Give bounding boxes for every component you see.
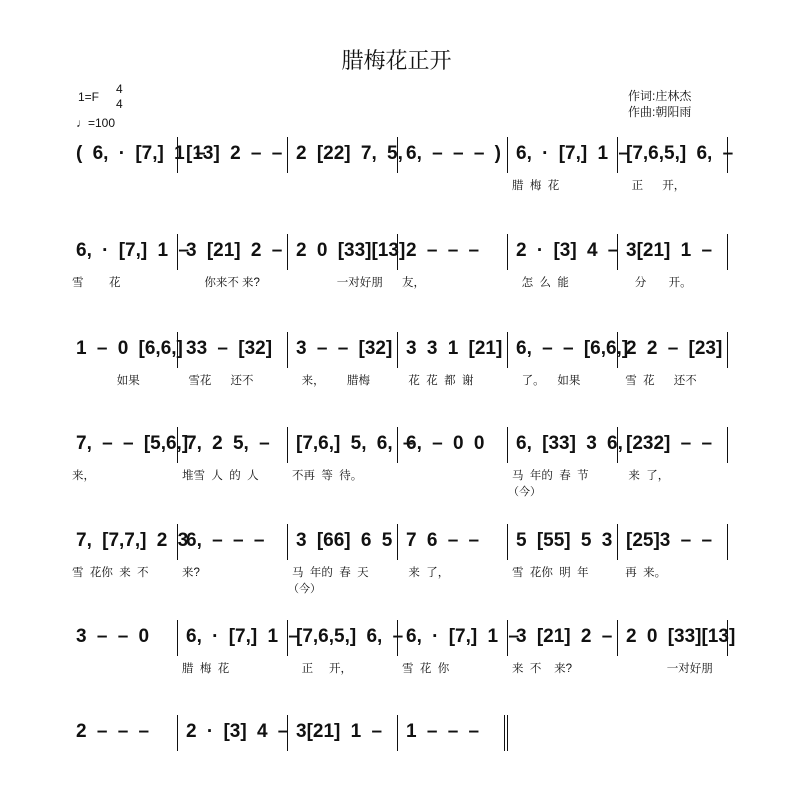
measure	[68, 332, 183, 387]
note-row: 6, [33] 3 6,	[516, 433, 623, 454]
lyric: 来，	[72, 470, 95, 482]
time-signature-bottom: 4	[116, 97, 123, 111]
lyric: 正 开，	[622, 180, 686, 192]
composer: 作曲:朝阳雨	[628, 105, 692, 119]
note-row: 3 [21] 2 –	[516, 626, 613, 647]
lyric: 来， 腊梅	[292, 375, 370, 387]
measure	[178, 137, 288, 173]
lyric: 来?	[182, 567, 200, 579]
measure	[508, 524, 618, 579]
lyric: 马 年的 春 天	[292, 567, 369, 579]
measure	[178, 427, 288, 482]
lyric-alt: （今）	[508, 486, 541, 498]
note-row: 2 [22] 7, 5,	[296, 143, 403, 164]
lyric: 雪花 还不	[182, 375, 254, 387]
measure	[288, 234, 406, 289]
note-row: 6, · [7,] 1 –	[406, 626, 519, 647]
note-row: 7, [7,7,] 2 3	[76, 530, 189, 551]
lyric: 不再 等 待。	[292, 470, 363, 482]
note-row: ( 6, · [7,] 1 –	[76, 143, 206, 164]
note-row: 2 0 [33][13]	[296, 240, 406, 261]
time-signature-top: 4	[116, 82, 123, 96]
staff-line	[68, 234, 730, 294]
measure	[618, 620, 736, 675]
measure	[178, 524, 288, 579]
note-row: 2 · [3] 4 –	[186, 721, 289, 742]
lyric: 来 了，	[622, 470, 670, 482]
measure	[288, 137, 403, 173]
lyric: 雪 花	[72, 277, 121, 289]
note-row: 33 – [32]	[186, 338, 273, 359]
measure	[508, 234, 619, 289]
lyric: 正 开，	[292, 663, 353, 675]
measure	[288, 620, 404, 675]
note-row: 6, – – [6,6,]	[516, 338, 629, 359]
measure	[618, 234, 728, 289]
measure	[618, 332, 728, 387]
note-row: 2 · [3] 4 –	[516, 240, 619, 261]
measure	[288, 715, 398, 751]
note-row: 7, 2 5, –	[186, 433, 270, 454]
measure	[618, 137, 734, 192]
note-row: [7,6,5,] 6, –	[626, 143, 734, 164]
note-row: 6, · [7,] 1 –	[76, 240, 189, 261]
note-row: 6, – – –	[186, 530, 265, 551]
measure	[398, 427, 508, 463]
note-row: [7,6,] 5, 6, –	[296, 433, 414, 454]
note-row: 2 0 [33][13]	[626, 626, 736, 647]
measure	[288, 524, 398, 595]
note-row: 1 – – –	[406, 721, 480, 742]
staff-line	[68, 427, 730, 498]
lyric: 雪 花 你	[402, 663, 450, 675]
note-row: 3[21] 1 –	[296, 721, 383, 742]
lyric: 再 来。	[622, 567, 667, 579]
measure	[508, 137, 629, 192]
lyric: 堆雪 人 的 人	[182, 470, 259, 482]
measure	[288, 332, 398, 387]
lyric: 花 花 都 谢	[402, 375, 474, 387]
measure	[178, 332, 288, 387]
note-row: 2 2 – [23]	[626, 338, 723, 359]
lyric: 来 了，	[402, 567, 450, 579]
note-row: 6, – 0 0	[406, 433, 485, 454]
tempo-marking	[76, 116, 115, 130]
note-row: 6, – – – )	[406, 143, 501, 164]
measure	[618, 427, 728, 482]
note-row: 7 6 – –	[406, 530, 480, 551]
staff-line	[68, 524, 730, 595]
measure	[178, 234, 288, 289]
measure	[398, 234, 508, 289]
lyric: 一对好朋	[622, 663, 713, 675]
quarter-note-icon: ♩	[76, 116, 88, 130]
note-row: 3 – – 0	[76, 626, 150, 647]
lyric: 来 不 来?	[512, 663, 573, 675]
note-row: [25]3 – –	[626, 530, 713, 551]
note-row: 3 – – [32]	[296, 338, 393, 359]
note-row: 3 [21] 2 –	[186, 240, 283, 261]
measure	[68, 524, 189, 579]
lyric-alt: （今）	[288, 583, 321, 595]
note-row: 1 – 0 [6,6,]	[76, 338, 183, 359]
measure	[68, 715, 178, 751]
key-signature: 1=F	[78, 90, 100, 104]
measure	[178, 620, 299, 675]
lyric: 如果	[72, 375, 140, 387]
note-row: 5 [55] 5 3	[516, 530, 613, 551]
measure	[68, 427, 189, 482]
lyric: 雪 花你 来 不	[72, 567, 149, 579]
note-row: [232] – –	[626, 433, 713, 454]
lyric: 腊 梅 花	[512, 180, 560, 192]
note-row: 6, · [7,] 1 –	[516, 143, 629, 164]
measure	[508, 332, 629, 387]
note-row: 6, · [7,] 1 –	[186, 626, 299, 647]
measure	[398, 620, 519, 675]
lyric: 怎 么 能	[512, 277, 569, 289]
note-row: 2 – – –	[406, 240, 480, 261]
lyric: 雪 花你 明 年	[512, 567, 589, 579]
note-row: 3 [66] 6 5	[296, 530, 393, 551]
lyric: 一对好朋	[292, 277, 383, 289]
song-title: 腊梅花正开	[341, 48, 452, 73]
measure	[398, 524, 508, 579]
note-row: [13] 2 – –	[186, 143, 283, 164]
note-row: 7, – – [5,6,]	[76, 433, 189, 454]
measure	[68, 234, 189, 289]
tempo-value: =100	[88, 116, 116, 130]
measure	[68, 137, 206, 173]
measure	[398, 332, 508, 387]
measure	[68, 620, 178, 656]
lyric: 你来不 来?	[182, 277, 260, 289]
measure	[288, 427, 414, 482]
lyric: 分 开。	[622, 277, 692, 289]
note-row: 2 – – –	[76, 721, 150, 742]
measure	[508, 620, 618, 675]
measure	[618, 524, 728, 579]
note-row: 3[21] 1 –	[626, 240, 713, 261]
credits	[628, 88, 691, 120]
staff-line	[68, 137, 734, 197]
lyric: 了。 如果	[512, 375, 581, 387]
lyric: 腊 梅 花	[182, 663, 230, 675]
measure	[398, 715, 508, 751]
staff-line	[68, 620, 736, 680]
staff-line	[68, 332, 730, 392]
lyric: 马 年的 春 节	[512, 470, 589, 482]
measure	[398, 137, 508, 173]
lyric: 友，	[402, 277, 425, 289]
note-row: [7,6,5,] 6, –	[296, 626, 404, 647]
lyricist: 作词:庄林杰	[628, 89, 692, 103]
staff-line	[68, 715, 730, 775]
lyric: 雪 花 还不	[622, 375, 697, 387]
time-signature	[116, 82, 123, 112]
measure	[178, 715, 288, 751]
measure	[508, 427, 623, 498]
note-row: 3 3 1 [21]	[406, 338, 503, 359]
